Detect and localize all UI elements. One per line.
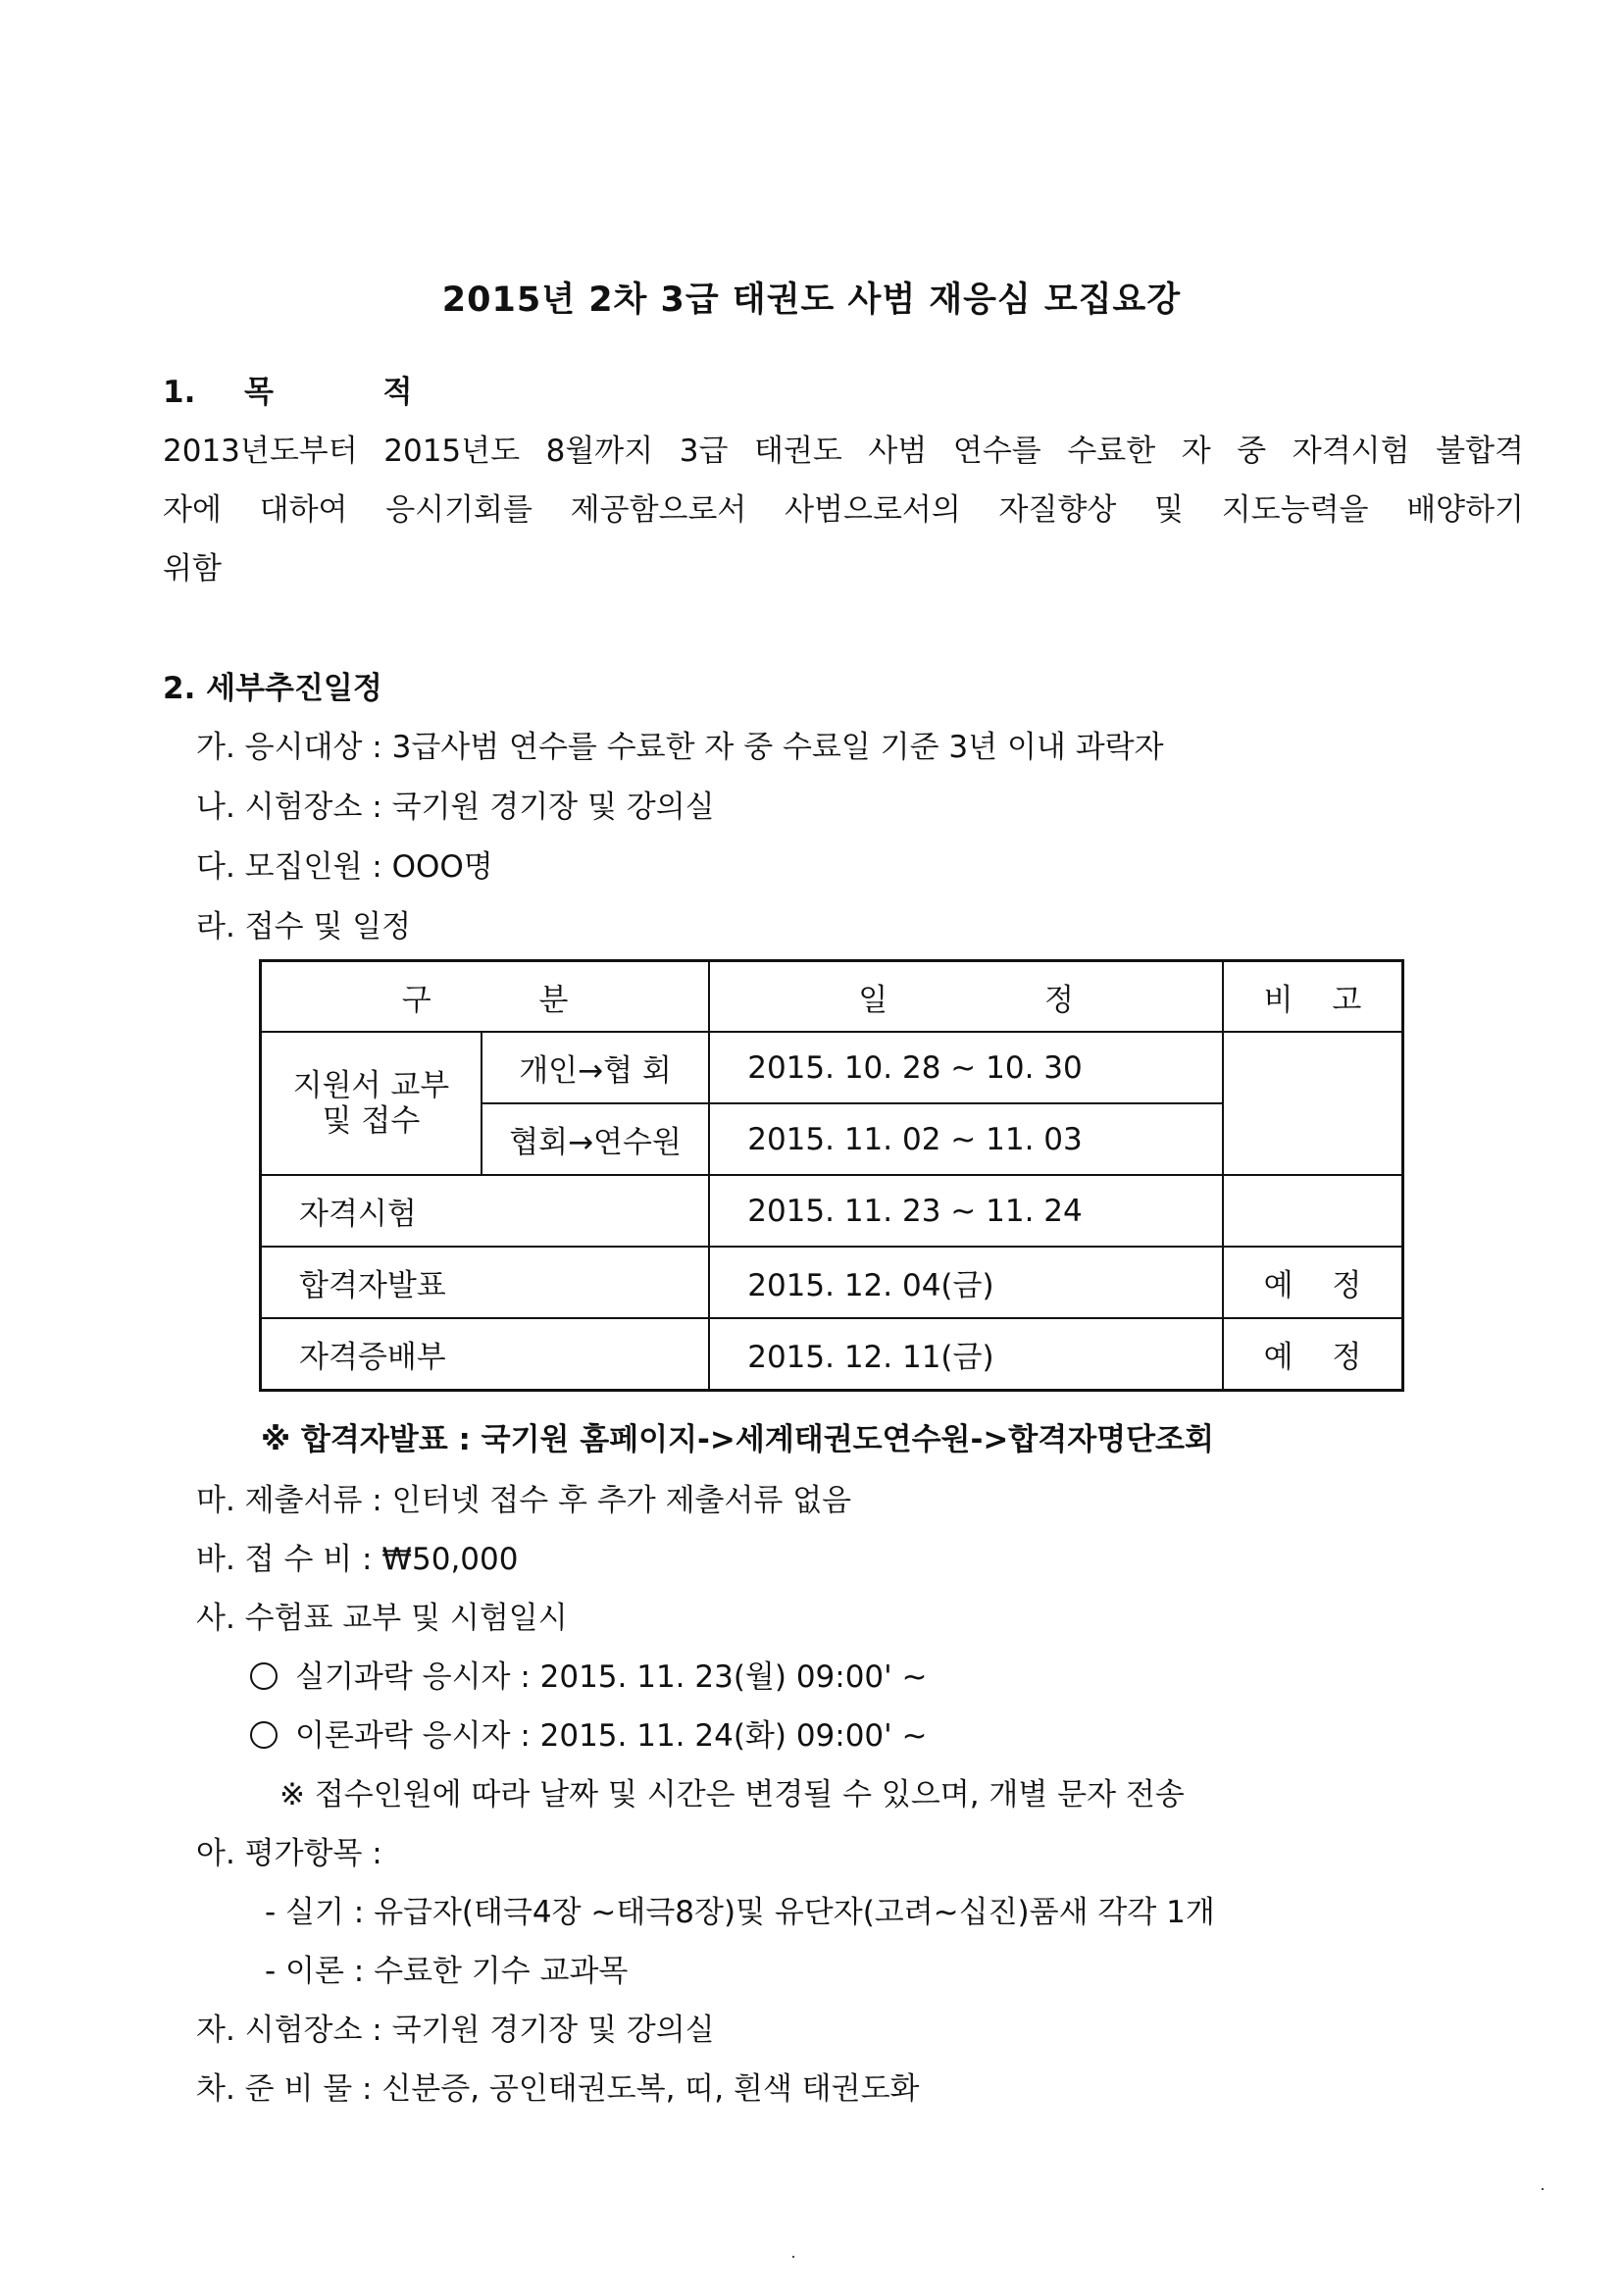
header-schedule: 일 정 (709, 961, 1223, 1033)
schedule-date: 2015. 12. 04(금) (709, 1247, 1223, 1318)
circle-bullet-icon (250, 1721, 278, 1749)
header-category: 구 분 (261, 961, 710, 1033)
section1-paragraph-line: 자에 대하여 응시기회를 제공함으로서 사범으로서의 자질향상 및 지도능력을 배양하기 (163, 492, 1524, 528)
remarks-cell (1223, 1032, 1403, 1175)
item-da-recruitment: 다. 모집인원 : OOO명 (196, 849, 493, 885)
schedule-date: 2015. 11. 02 ~ 11. 03 (709, 1103, 1223, 1175)
category-label: 합격자발표 (261, 1247, 710, 1318)
category-label: 자격시험 (261, 1175, 710, 1247)
category-label: 자격증배부 (261, 1318, 710, 1391)
item-sa-exam-ticket: 사. 수험표 교부 및 시험일시 (196, 1601, 568, 1636)
announcement-note: ※ 합격자발표 : 국기원 홈페이지->세계태권도연수원->합격자명단조회 (261, 1422, 1214, 1457)
schedule-date: 2015. 11. 23 ~ 11. 24 (709, 1175, 1223, 1247)
item-ja-venue: 자. 시험장소 : 국기원 경기장 및 강의실 (196, 2013, 715, 2048)
group-label-line: 지원서 교부 (292, 1068, 450, 1103)
item-ma-documents: 마. 제출서류 : 인터넷 접수 후 추가 제출서류 없음 (196, 1483, 852, 1518)
sub-category: 개인→협 회 (482, 1032, 709, 1103)
group-label-line: 및 접수 (322, 1103, 421, 1139)
section1-paragraph-line: 위함 (163, 551, 222, 587)
schedule-date: 2015. 12. 11(금) (709, 1318, 1223, 1391)
schedule-date: 2015. 10. 28 ~ 10. 30 (709, 1032, 1223, 1103)
item-cha-supplies: 차. 준 비 물 : 신분증, 공인태권도복, 띠, 흰색 태권도화 (196, 2071, 920, 2107)
schedule-table (259, 959, 1404, 1392)
item-ra-schedule-heading: 라. 접수 및 일정 (196, 909, 412, 944)
schedule-change-note: ※ 접수인원에 따라 날짜 및 시간은 변경될 수 있으며, 개별 문자 전송 (279, 1777, 1185, 1812)
exam-time-text: 실기과락 응시자 : 2015. 11. 23(월) 09:00' ~ (295, 1659, 928, 1695)
section1-heading (163, 373, 412, 412)
table-row (261, 1318, 1403, 1391)
exam-time-item (250, 1716, 928, 1756)
item-a-evaluation: 아. 평가항목 : (196, 1836, 382, 1871)
item-ba-fee: 바. 접 수 비 : ₩50,000 (196, 1542, 519, 1577)
section1-paragraph-line: 2013년도부터 2015년도 8월까지 3급 태권도 사범 연수를 수료한 자 중 자격시험 불합격 (163, 434, 1524, 469)
section1-heading-part-b: 적 (382, 375, 413, 410)
group-label-application (261, 1032, 482, 1175)
exam-time-text: 이론과락 응시자 : 2015. 11. 24(화) 09:00' ~ (295, 1718, 928, 1754)
item-na-venue: 나. 시험장소 : 국기원 경기장 및 강의실 (196, 790, 715, 825)
table-row (261, 1175, 1403, 1247)
document-title: 2015년 2차 3급 태권도 사범 재응심 모집요강 (441, 281, 1182, 320)
header-remarks: 비 고 (1223, 961, 1403, 1033)
exam-time-item (250, 1658, 928, 1697)
scan-speck (792, 2256, 794, 2258)
item-ga-target: 가. 응시대상 : 3급사범 연수를 수료한 자 중 수료일 기준 3년 이내 과락자 (196, 730, 1164, 765)
remarks-cell: 예 정 (1223, 1247, 1403, 1318)
remarks-cell (1223, 1175, 1403, 1247)
table-row (261, 1247, 1403, 1318)
table-row (261, 1032, 1403, 1103)
evaluation-item: - 이론 : 수료한 기수 교과목 (265, 1954, 629, 1989)
scan-speck (1542, 2188, 1544, 2190)
circle-bullet-icon (250, 1662, 278, 1690)
sub-category: 협회→연수원 (482, 1103, 709, 1175)
remarks-cell: 예 정 (1223, 1318, 1403, 1391)
section1-heading-part-a: 목 (243, 375, 274, 410)
table-header-row (261, 961, 1403, 1033)
evaluation-item: - 실기 : 유급자(태극4장 ~태극8장)및 유단자(고려~십진)품새 각각 1개 (265, 1895, 1215, 1930)
section1-heading-number: 1. (163, 375, 196, 410)
section2-heading: 2. 세부추진일정 (163, 671, 382, 706)
